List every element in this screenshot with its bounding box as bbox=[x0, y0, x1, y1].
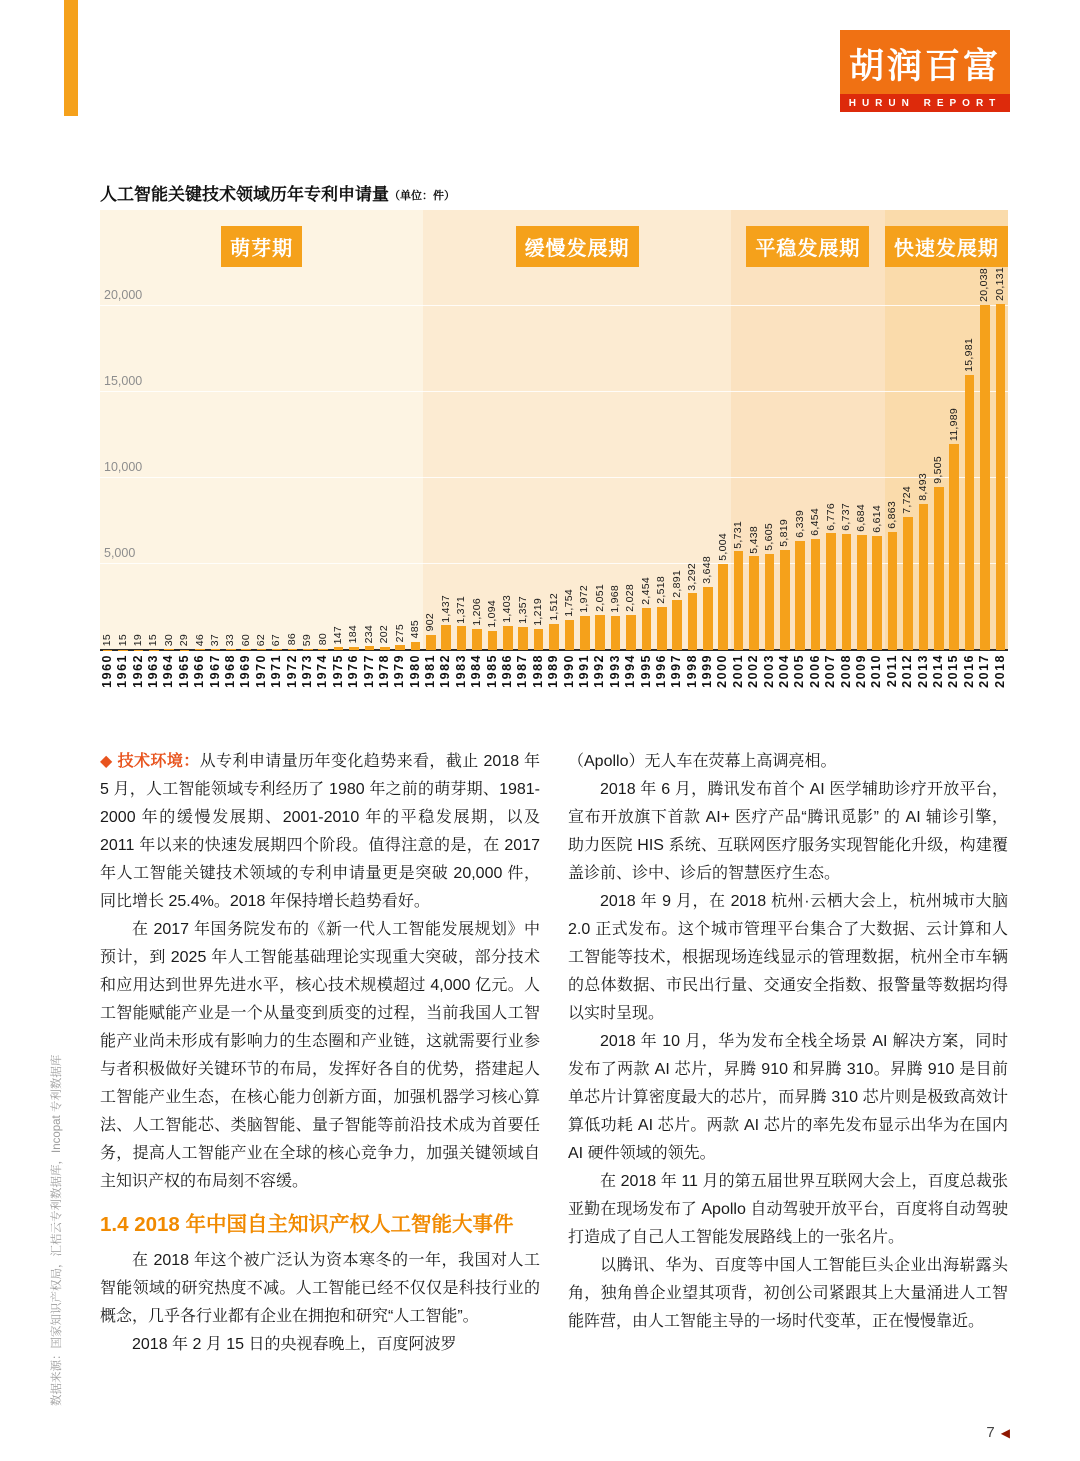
x-tick-label: 2013 bbox=[915, 654, 930, 688]
bar-value-label: 1,512 bbox=[547, 593, 560, 621]
bar-value-label: 6,454 bbox=[809, 508, 822, 536]
bar-1994 bbox=[626, 615, 636, 650]
page-number bbox=[986, 1424, 1010, 1441]
bar-2014 bbox=[934, 487, 944, 650]
bar-1971 bbox=[272, 649, 282, 650]
bar-value-label: 86 bbox=[285, 633, 298, 646]
phase-banner-label: 萌芽期 bbox=[221, 226, 302, 267]
bar-value-label: 5,605 bbox=[762, 522, 775, 551]
hurun-logo bbox=[840, 30, 1010, 112]
bar-value-label: 20,038 bbox=[978, 268, 991, 303]
x-tick-label: 2003 bbox=[761, 654, 776, 688]
bar-value-label: 6,737 bbox=[839, 503, 852, 532]
bar-value-label: 20,131 bbox=[993, 266, 1006, 301]
x-tick-label: 1972 bbox=[284, 654, 299, 688]
bar-value-label: 1,437 bbox=[439, 594, 452, 623]
bar-value-label: 19 bbox=[131, 634, 144, 647]
x-tick-label: 1979 bbox=[392, 654, 407, 688]
logo-subtitle: HURUN REPORT bbox=[840, 94, 1010, 112]
bar-1995 bbox=[642, 608, 652, 650]
x-tick-label: 1970 bbox=[253, 654, 268, 688]
bar-2018 bbox=[996, 304, 1006, 650]
brand-corner-bar bbox=[64, 0, 78, 116]
bar-value-label: 1,754 bbox=[562, 589, 575, 617]
x-tick-label: 1963 bbox=[146, 654, 161, 688]
article-right-column bbox=[568, 748, 1008, 1359]
bar-1997 bbox=[672, 600, 682, 650]
bar-2011 bbox=[888, 532, 898, 650]
x-tick-label: 1971 bbox=[269, 654, 284, 688]
bar-1985 bbox=[488, 631, 498, 650]
phase-banner-label: 缓慢发展期 bbox=[516, 226, 639, 267]
bar-1979 bbox=[395, 645, 405, 650]
page-arrow-icon: ◀ bbox=[1000, 1425, 1010, 1440]
x-tick-label: 1966 bbox=[192, 654, 207, 688]
gridline bbox=[100, 391, 1008, 392]
logo-title: 胡润百富 bbox=[840, 30, 1010, 94]
bar-value-label: 6,339 bbox=[793, 510, 806, 538]
bar-2015 bbox=[949, 444, 959, 650]
paragraph bbox=[100, 748, 540, 916]
x-tick-label: 1997 bbox=[669, 654, 684, 688]
bar-value-label: 1,219 bbox=[532, 598, 545, 627]
x-tick-label: 1969 bbox=[238, 654, 253, 688]
x-tick-label: 1990 bbox=[561, 654, 576, 688]
bar-2007 bbox=[826, 533, 836, 650]
x-tick-label: 2011 bbox=[884, 654, 899, 688]
x-tick-label: 2004 bbox=[777, 654, 792, 688]
bar-value-label: 902 bbox=[424, 613, 437, 632]
bar-1983 bbox=[457, 626, 467, 650]
bar-1989 bbox=[549, 624, 559, 650]
bar-2004 bbox=[780, 550, 790, 650]
x-tick-label: 2001 bbox=[730, 654, 745, 688]
x-tick-label: 2002 bbox=[746, 654, 761, 688]
x-tick-label: 2015 bbox=[946, 654, 961, 688]
bar-1999 bbox=[703, 587, 713, 650]
x-tick-label: 1976 bbox=[346, 654, 361, 688]
x-tick-label: 1989 bbox=[546, 654, 561, 688]
bar-value-label: 5,819 bbox=[778, 519, 791, 547]
paragraph: 2018 年 6 月，腾讯发布首个 AI 医学辅助诊疗开放平台，宣布开放旗下首款 AI+ 医疗产品“腾讯觅影” 的 AI 辅诊引擎，助力医院 HIS 系统、互联网医疗服务实现智能化升级，构建覆盖诊前、诊中、诊后的智慧医疗生态。 bbox=[568, 781, 1008, 882]
bar-1977 bbox=[365, 646, 375, 650]
bar-value-label: 33 bbox=[224, 634, 237, 647]
bar-value-label: 184 bbox=[347, 625, 360, 644]
x-tick-label: 1983 bbox=[453, 654, 468, 688]
bar-value-label: 5,004 bbox=[716, 533, 729, 561]
bar-1984 bbox=[472, 629, 482, 650]
bar-value-label: 6,776 bbox=[824, 502, 837, 531]
x-tick-label: 1977 bbox=[361, 654, 376, 688]
gridline bbox=[100, 305, 1008, 306]
x-tick-label: 1995 bbox=[638, 654, 653, 688]
bar-1998 bbox=[688, 593, 698, 650]
article-body bbox=[100, 748, 1008, 1359]
bar-value-label: 60 bbox=[239, 633, 252, 646]
phase-band-1 bbox=[100, 210, 423, 650]
x-tick-label: 2010 bbox=[869, 654, 884, 688]
x-tick-label: 1994 bbox=[623, 654, 638, 688]
bar-value-label: 11,989 bbox=[947, 407, 960, 441]
phase-banner-3 bbox=[731, 226, 885, 267]
y-tick-label: 20,000 bbox=[104, 288, 143, 302]
bar-2013 bbox=[919, 504, 929, 650]
x-tick-label: 1984 bbox=[469, 654, 484, 688]
phase-banner-label: 快速发展期 bbox=[885, 226, 1008, 267]
x-tick-label: 1968 bbox=[223, 654, 237, 688]
phase-banner-2 bbox=[423, 226, 731, 267]
bar-value-label: 7,724 bbox=[901, 486, 914, 515]
bar-2006 bbox=[811, 539, 821, 650]
page-number-text: 7 bbox=[986, 1424, 995, 1441]
bar-value-label: 6,863 bbox=[886, 501, 899, 529]
bar-value-label: 2,518 bbox=[655, 575, 668, 604]
bar-1974 bbox=[318, 649, 328, 650]
bar-2012 bbox=[903, 517, 913, 650]
bar-value-label: 3,648 bbox=[701, 556, 714, 585]
x-tick-label: 1962 bbox=[130, 654, 145, 688]
x-tick-label: 1981 bbox=[423, 654, 438, 688]
x-tick-label: 1960 bbox=[99, 654, 114, 688]
bar-value-label: 1,206 bbox=[470, 598, 483, 627]
bar-value-label: 30 bbox=[162, 634, 175, 647]
bar-1988 bbox=[534, 629, 544, 650]
bar-value-label: 1,403 bbox=[501, 595, 514, 623]
x-tick-label: 1987 bbox=[515, 654, 530, 688]
paragraph-text: 从专利申请量历年变化趋势来看，截止 2018 年 5 月，人工智能领域专利经历了 1980 年之前的萌芽期、1981-2000 年的缓慢发展期、2001-2010 年的平稳发展期，以及 2011 年以来的快速发展期四个阶段。值得注意的是，在 2017 年人工智能关键技术领域的专利申请量更是突破 20,000 件，同比增长 25.4%。2018 年保持增长趋势看好。 bbox=[100, 753, 540, 910]
bar-2000 bbox=[718, 564, 728, 650]
chart-title-text: 人工智能关键技术领域历年专利申请量 bbox=[100, 185, 389, 204]
bar-1980 bbox=[411, 642, 421, 650]
bar-1978 bbox=[380, 647, 390, 650]
bar-value-label: 1,357 bbox=[516, 595, 529, 624]
bar-value-label: 234 bbox=[362, 624, 375, 643]
paragraph: 以腾讯、华为、百度等中国人工智能巨头企业出海崭露头角，独角兽企业望其项背，初创公司紧跟其上大量涌进人工智能阵营，由人工智能主导的一场时代变革，正在慢慢靠近。 bbox=[568, 1257, 1008, 1330]
bar-1973 bbox=[303, 649, 313, 650]
bar-value-label: 5,731 bbox=[732, 520, 745, 549]
y-tick-label: 15,000 bbox=[104, 374, 143, 388]
x-tick-label: 1985 bbox=[484, 654, 499, 688]
bar-value-label: 15 bbox=[116, 634, 129, 647]
x-tick-label: 1975 bbox=[330, 654, 345, 688]
bar-1986 bbox=[503, 626, 513, 650]
bar-value-label: 3,292 bbox=[686, 562, 698, 591]
bar-value-label: 8,493 bbox=[916, 473, 929, 501]
bar-1968 bbox=[226, 649, 236, 650]
x-tick-label: 1974 bbox=[315, 654, 330, 688]
x-tick-label: 1992 bbox=[592, 654, 607, 688]
bar-2008 bbox=[842, 534, 852, 650]
gridline bbox=[100, 477, 1008, 478]
bar-value-label: 2,028 bbox=[624, 584, 637, 613]
x-tick-label: 1965 bbox=[176, 654, 191, 688]
bar-value-label: 15 bbox=[101, 634, 114, 647]
x-tick-label: 2008 bbox=[838, 654, 853, 688]
patent-applications-bar-chart bbox=[100, 210, 1008, 715]
bar-value-label: 2,454 bbox=[639, 577, 652, 605]
bar-1970 bbox=[257, 649, 267, 650]
bar-2001 bbox=[734, 551, 744, 650]
paragraph: 2018 年 10 月，华为发布全栈全场景 AI 解决方案，同时发布了两款 AI 芯片，昇腾 910 和昇腾 310。昇腾 910 是目前单芯片计算密度最大的芯片，而昇腾 310 芯片则是极致高效计算低功耗 AI 芯片。两款 AI 芯片的率先发布显示出华为在国内 AI 硬件领域的领先。 bbox=[568, 1033, 1008, 1162]
x-tick-label: 1973 bbox=[299, 654, 314, 688]
x-tick-label: 2012 bbox=[900, 654, 915, 688]
bar-1996 bbox=[657, 607, 667, 650]
x-tick-label: 1988 bbox=[530, 654, 545, 688]
bar-value-label: 2,891 bbox=[670, 569, 683, 598]
y-tick-label: 5,000 bbox=[104, 546, 136, 560]
x-tick-label: 1996 bbox=[653, 654, 668, 688]
x-tick-label: 1998 bbox=[684, 654, 699, 688]
section-heading: 1.4 2018 年中国自主知识产权人工智能大事件 bbox=[100, 1213, 514, 1236]
x-tick-label: 2016 bbox=[961, 654, 976, 688]
x-tick-label: 2006 bbox=[807, 654, 822, 688]
x-tick-label: 1978 bbox=[376, 654, 391, 688]
phase-band-2 bbox=[423, 210, 731, 650]
bar-value-label: 1,371 bbox=[455, 595, 468, 624]
bar-1966 bbox=[195, 649, 205, 650]
bar-value-label: 1,968 bbox=[609, 585, 622, 614]
x-tick-label: 2005 bbox=[792, 654, 807, 688]
bar-value-label: 2,051 bbox=[593, 583, 606, 612]
bar-value-label: 46 bbox=[193, 633, 206, 647]
lead-marker: ◆ 技术环境： bbox=[100, 753, 200, 770]
paragraph: 2018 年 2 月 15 日的央视春晚上，百度阿波罗 bbox=[132, 1335, 457, 1353]
paragraph: （Apollo）无人车在荧幕上高调亮相。 bbox=[568, 753, 837, 770]
x-tick-label: 2018 bbox=[992, 654, 1007, 688]
phase-banner-label: 平稳发展期 bbox=[746, 226, 869, 267]
bar-1969 bbox=[241, 649, 251, 650]
x-tick-label: 1961 bbox=[115, 654, 130, 688]
data-source-note: 数据来源：国家知识产权局，汇桔云专利数据库，Incopat 专利数据库 bbox=[51, 1054, 63, 1406]
x-tick-label: 2017 bbox=[977, 654, 992, 688]
bar-2017 bbox=[980, 305, 990, 650]
bar-1981 bbox=[426, 635, 436, 651]
bar-1975 bbox=[334, 647, 344, 650]
x-tick-label: 1964 bbox=[161, 654, 176, 688]
x-tick-label: 1986 bbox=[500, 654, 515, 688]
x-tick-label: 2000 bbox=[715, 654, 730, 688]
bar-value-label: 80 bbox=[316, 633, 329, 646]
bar-value-label: 485 bbox=[408, 620, 421, 639]
bar-value-label: 5,438 bbox=[747, 525, 760, 554]
paragraph: 在 2018 年 11 月的第五届世界互联网大会上，百度总裁张亚勤在现场发布了 Apollo 自动驾驶开放平台，百度将自动驾驶打造成了自己人工智能发展路线上的一张名片。 bbox=[568, 1173, 1008, 1246]
bar-value-label: 147 bbox=[332, 626, 345, 645]
paragraph: 2018 年 9 月，在 2018 杭州·云栖大会上，杭州城市大脑 2.0 正式发布。这个城市管理平台集合了大数据、云计算和人工智能等技术，根据现场连线显示的管理数据，杭州全市车辆的总体数据、市民出行量、交通安全指数、报警量等数据均得以实时呈现。 bbox=[568, 893, 1008, 1022]
bar-value-label: 29 bbox=[178, 634, 191, 647]
x-tick-label: 1967 bbox=[207, 654, 222, 688]
bar-value-label: 62 bbox=[255, 633, 268, 646]
paragraph: 在 2018 年这个被广泛认为资本寒冬的一年，我国对人工智能领域的研究热度不减。人工智能已经不仅仅是科技行业的概念，几乎各行业都有企业在拥抱和研究“人工智能”。 bbox=[100, 1251, 540, 1325]
bar-1992 bbox=[595, 615, 605, 650]
bar-value-label: 202 bbox=[378, 625, 391, 644]
bar-1982 bbox=[441, 625, 451, 650]
bar-2010 bbox=[872, 536, 882, 650]
paragraph: 在 2017 年国务院发布的《新一代人工智能发展规划》中预计，到 2025 年人工智能基础理论实现重大突破，部分技术和应用达到世界先进水平，核心技术规模超过 4,000 亿元。人工智能赋能产业是一个从量变到质变的过程，当前我国人工智能产业尚未形成有影响力的生态圈和产业链，这就需要行业参与者积极做好关键环节的布局，发挥好各自的优势，搭建起人工智能产业生态，在核心能力创新方面，加强机器学习核心算法、人工智能芯、类脑智能、量子智能等前沿技术成为首要任务，提高人工智能产业在全球的核心竞争力，加强关键领域自主知识产权的布局刻不容缓。 bbox=[100, 921, 540, 1190]
bar-value-label: 6,684 bbox=[855, 504, 868, 533]
x-tick-label: 1999 bbox=[700, 654, 715, 688]
bar-1976 bbox=[349, 647, 359, 650]
phase-banner-1 bbox=[100, 226, 423, 267]
x-tick-label: 1991 bbox=[576, 654, 591, 688]
bar-value-label: 67 bbox=[270, 633, 283, 646]
bar-2016 bbox=[965, 375, 975, 650]
bar-value-label: 275 bbox=[393, 623, 406, 643]
x-tick-label: 2009 bbox=[853, 654, 868, 688]
bar-1987 bbox=[518, 627, 528, 650]
bar-1964 bbox=[164, 649, 174, 650]
bar-value-label: 15 bbox=[147, 634, 160, 647]
bar-1990 bbox=[565, 620, 575, 650]
chart-title bbox=[100, 180, 455, 205]
bar-value-label: 1,972 bbox=[578, 585, 591, 614]
bar-1991 bbox=[580, 616, 590, 650]
bar-2005 bbox=[795, 541, 805, 650]
article-left-column bbox=[100, 748, 540, 1359]
x-tick-label: 2007 bbox=[823, 654, 838, 688]
phase-banner-4 bbox=[885, 226, 1008, 267]
x-tick-label: 1982 bbox=[438, 654, 453, 688]
bar-2003 bbox=[765, 554, 775, 650]
bar-2009 bbox=[857, 535, 867, 650]
bar-value-label: 15,981 bbox=[963, 338, 976, 373]
bar-1993 bbox=[611, 616, 621, 650]
x-tick-label: 1980 bbox=[407, 654, 422, 688]
x-tick-label: 1993 bbox=[607, 654, 622, 688]
y-tick-label: 10,000 bbox=[104, 460, 143, 474]
bar-value-label: 1,094 bbox=[485, 600, 498, 629]
bar-1972 bbox=[288, 649, 298, 650]
bar-2002 bbox=[749, 556, 759, 650]
chart-title-unit: （单位：件） bbox=[389, 190, 455, 202]
x-tick-label: 2014 bbox=[930, 654, 945, 688]
bar-1967 bbox=[211, 649, 221, 650]
bar-value-label: 59 bbox=[301, 633, 314, 646]
bar-value-label: 9,505 bbox=[932, 455, 945, 484]
bar-value-label: 6,614 bbox=[870, 505, 883, 534]
bar-value-label: 37 bbox=[208, 634, 221, 647]
